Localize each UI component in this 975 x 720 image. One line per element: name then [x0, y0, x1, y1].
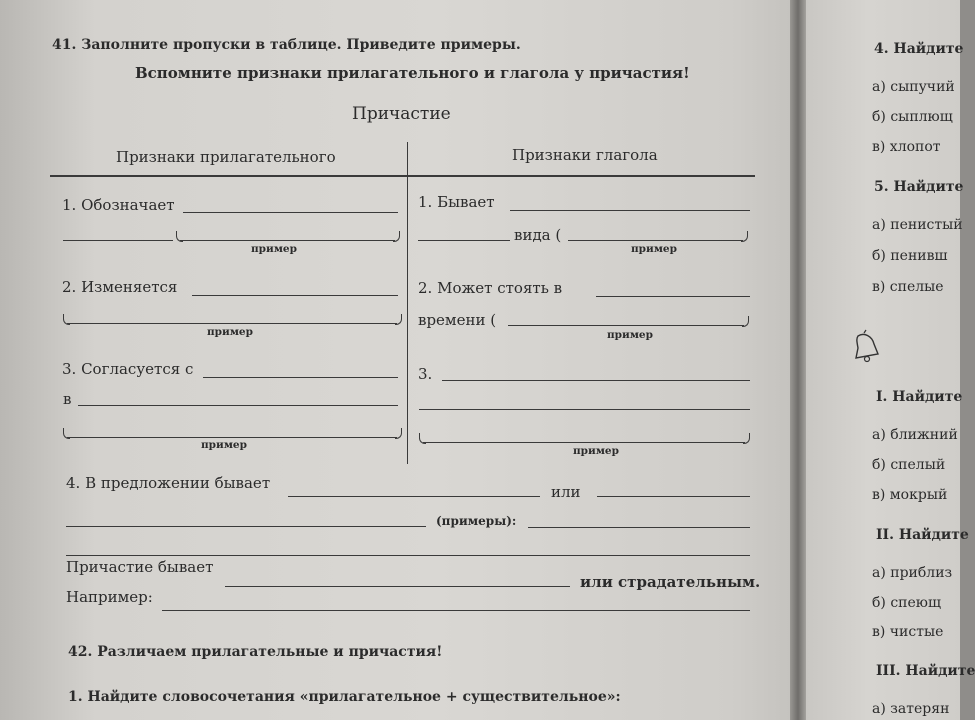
bracket-close [395, 314, 402, 325]
bracket-close [741, 231, 748, 242]
right-task-5-option-a: а) пенистый [872, 217, 963, 233]
voice-label: Причастие бывает [66, 558, 214, 576]
table-title: Причастие [352, 104, 451, 124]
right-section-2-option-b: б) спеющ [872, 595, 942, 611]
item-4-blank[interactable] [288, 496, 540, 497]
item-4-label: 4. В предложении бывает [66, 474, 271, 492]
verb-item-1-example-caption: пример [631, 243, 677, 255]
right-task-4-option-a: а) сыпучий [872, 79, 955, 95]
adj-item-3-blank-2[interactable] [78, 405, 398, 406]
adj-item-3-blank[interactable] [203, 377, 398, 378]
adj-item-1-example-blank[interactable] [180, 240, 395, 241]
adj-item-3-v-label: в [63, 390, 72, 408]
verb-item-1-label: 1. Бывает [418, 193, 495, 211]
adj-item-2-label: 2. Изменяется [62, 278, 178, 296]
verb-item-2-example-blank[interactable] [508, 325, 744, 326]
right-task-5-option-c: в) спелые [872, 279, 944, 295]
adj-item-2-blank[interactable] [192, 295, 398, 296]
bracket-close [742, 316, 749, 327]
verb-item-2-label: 2. Может стоять в [418, 279, 563, 297]
column-header-verb: Признаки глагола [512, 146, 658, 164]
for-example-blank[interactable] [162, 610, 750, 611]
column-header-adjective: Признаки прилагательного [116, 148, 336, 166]
voice-blank[interactable] [225, 586, 570, 587]
verb-item-3-blank[interactable] [442, 380, 750, 381]
adj-item-1-example-caption: пример [251, 243, 297, 255]
right-section-1-option-c: в) мокрый [872, 487, 948, 503]
voice-passive-label: или страдательным. [580, 573, 761, 591]
right-section-3-heading: III. Найдите [876, 663, 975, 679]
exercise-41-subheading: Вспомните признаки прилагательного и глагола у причастия! [135, 64, 690, 82]
bracket-close [393, 231, 400, 242]
right-section-2-option-a: а) приблиз [872, 565, 953, 581]
table-header-rule [50, 175, 755, 177]
verb-item-1-blank-2[interactable] [418, 240, 510, 241]
verb-item-1-blank[interactable] [510, 210, 750, 211]
item-4-blank-2[interactable] [597, 496, 750, 497]
adj-item-1-blank[interactable] [183, 212, 398, 213]
item-4-examples-blank[interactable] [528, 527, 750, 528]
verb-item-2-blank[interactable] [596, 296, 750, 297]
right-task-5-option-b: б) пенивш [872, 248, 948, 264]
verb-item-2-example-caption: пример [607, 329, 653, 341]
adj-item-2-example-blank[interactable] [67, 323, 397, 324]
adj-item-3-example-blank[interactable] [67, 437, 397, 438]
item-4-blank-3[interactable] [66, 526, 426, 527]
verb-item-3-example-blank[interactable] [423, 442, 745, 443]
book-spine [790, 0, 806, 720]
verb-item-2-tense-label: времени ( [418, 311, 497, 329]
adj-item-1-label: 1. Обозначает [62, 196, 175, 214]
item-4-examples-label: (примеры): [436, 514, 517, 528]
right-section-1-heading: I. Найдите [876, 389, 963, 405]
right-section-2-heading: II. Найдите [876, 527, 969, 543]
right-section-1-option-b: б) спелый [872, 457, 946, 473]
item-4-examples-blank-2[interactable] [66, 555, 750, 556]
right-task-4-option-c: в) хлопот [872, 139, 941, 155]
right-section-1-option-a: а) ближний [872, 427, 958, 443]
verb-item-3-blank-2[interactable] [419, 409, 750, 410]
adj-item-3-example-caption: пример [201, 439, 247, 451]
bracket-close [395, 428, 402, 439]
right-section-2-option-c: в) чистые [872, 624, 944, 640]
right-task-4-option-b: б) сыплющ [872, 109, 953, 125]
table-column-divider [407, 142, 408, 464]
exercise-41-heading: 41. Заполните пропуски в таблице. Приведите примеры. [52, 37, 521, 53]
right-task-5-heading: 5. Найдите [874, 179, 964, 195]
right-task-4-heading: 4. Найдите [874, 41, 964, 57]
right-page [806, 0, 975, 720]
verb-item-3-example-caption: пример [573, 445, 619, 457]
bell-icon [850, 328, 884, 364]
exercise-42-heading: 42. Различаем прилагательные и причастия! [68, 644, 443, 660]
item-4-or: или [551, 483, 581, 501]
right-section-3-option-a: а) затерян [872, 701, 950, 717]
adj-item-1-blank-2[interactable] [63, 240, 173, 241]
bracket-close [743, 433, 750, 444]
exercise-42-task-1: 1. Найдите словосочетания «прилагательное + существительное»: [68, 689, 621, 705]
adj-item-3-label: 3. Согласуется с [62, 360, 194, 378]
adj-item-2-example-caption: пример [207, 326, 253, 338]
verb-item-3-label: 3. [418, 365, 433, 383]
verb-item-1-aspect-label: вида ( [514, 226, 562, 244]
verb-item-1-example-blank[interactable] [568, 240, 743, 241]
for-example-label: Например: [66, 588, 153, 606]
